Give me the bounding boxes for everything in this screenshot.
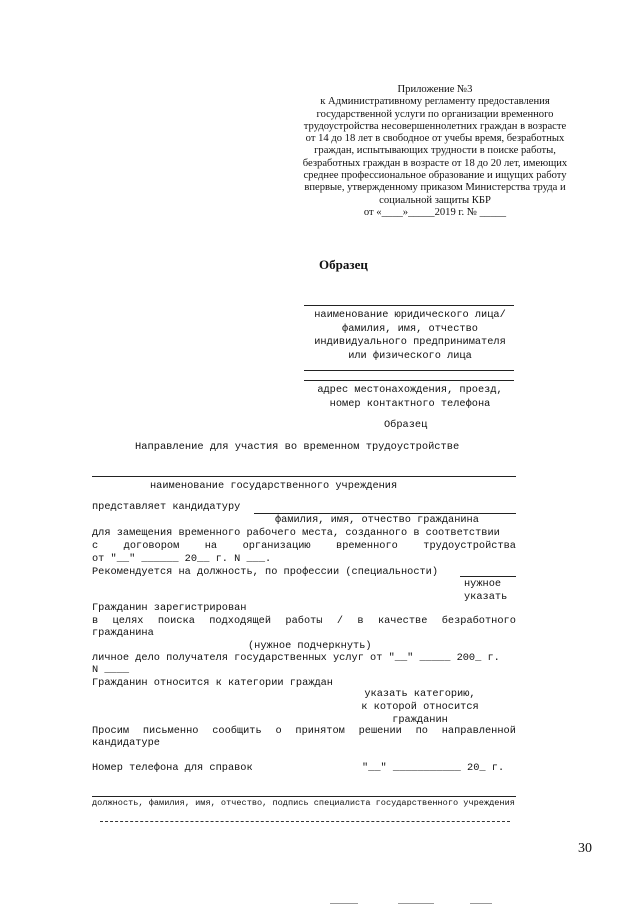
word: направленной <box>441 725 516 737</box>
word: поиска <box>157 615 195 627</box>
appendix-line: от 14 до 18 лет в свободное от учебы время, безработных <box>305 133 565 145</box>
form-sample-label: Образец <box>384 419 428 431</box>
word: безработного <box>441 615 516 627</box>
appendix-line: граждан, испытывающих трудности в поиске работы, <box>314 145 556 157</box>
citizen-word: гражданина <box>92 627 154 639</box>
appendix-line: социальной защиты КБР <box>379 194 491 206</box>
appendix-line: государственной услуги по организации временного <box>316 108 554 120</box>
word: трудоустройства <box>423 540 516 552</box>
scan-artifact <box>470 903 492 904</box>
category-caption <box>350 688 490 727</box>
underline-note: (нужное подчеркнуть) <box>248 640 372 652</box>
caption-line: или физического лица <box>348 349 472 362</box>
contract-date: от "__" ______ 20__ г. N ___. <box>92 553 272 565</box>
appendix-line: безработных граждан в возрасте от 18 до 20 лет, имеющих <box>302 157 568 169</box>
caption-line: адрес местонахождения, проезд, <box>317 384 503 396</box>
addressee-name-line <box>304 305 514 306</box>
caption-line: указать категорию, <box>364 688 476 700</box>
caption-line: наименование юридического лица/ <box>314 309 506 321</box>
institution-line <box>92 476 516 477</box>
word: работы <box>285 615 323 627</box>
contract-row <box>92 540 516 552</box>
request-row <box>92 725 516 737</box>
word: сообщить <box>212 725 262 737</box>
page-number: 30 <box>578 841 592 856</box>
word: в <box>357 615 364 627</box>
recommended-line: Рекомендуется на должность, по профессии (специальности) <box>92 566 439 578</box>
scan-artifact <box>330 903 358 904</box>
addressee-address-caption <box>300 383 520 411</box>
word: подходящей <box>209 615 272 627</box>
needed-caption-2: указать <box>464 591 508 603</box>
word: по <box>415 725 428 737</box>
word: принятом <box>295 725 345 737</box>
category-line: Гражданин относится к категории граждан <box>92 677 333 689</box>
appendix-line: Приложение №3 <box>397 84 473 95</box>
caption-line: номер контактного телефона <box>329 398 491 410</box>
addressee-name-caption <box>300 309 520 363</box>
word: в <box>92 615 99 627</box>
candidacy-line: кандидатуре <box>92 737 160 749</box>
signature-caption: должность, фамилия, имя, отчество, подпись специалиста государственного учреждения <box>92 798 515 808</box>
sample-title: Образец <box>319 257 368 272</box>
word: качестве <box>377 615 428 627</box>
word: целях <box>112 615 144 627</box>
word: / <box>336 615 344 627</box>
word: Просим <box>92 725 130 737</box>
needed-caption-1: нужное <box>464 578 502 590</box>
purpose-row <box>92 615 516 627</box>
appendix-line: от «____»_____2019 г. № _____ <box>363 206 507 218</box>
addressee-extra-line <box>304 370 514 371</box>
appendix-header <box>280 84 590 219</box>
caption-line: гражданин <box>392 714 448 726</box>
word: временного <box>336 540 398 552</box>
scan-artifact <box>398 903 434 904</box>
vacancy-line: для замещения временного рабочего места, созданного в соответствии <box>92 527 500 539</box>
appendix-line: впервые, утвержденному приказом Министерства труда и <box>304 182 566 194</box>
addressee-address-line <box>304 380 514 381</box>
phone-date: "__" ___________ 20_ г. <box>362 762 505 774</box>
caption-line: к которой относится <box>361 701 479 713</box>
citizen-caption: фамилия, имя, отчество гражданина <box>275 514 479 526</box>
word: организацию <box>242 540 311 552</box>
caption-line: фамилия, имя, отчество <box>342 322 478 335</box>
word: решении <box>358 725 402 737</box>
registered-line: Гражданин зарегистрирован <box>92 602 247 614</box>
phone-label: Номер телефона для справок <box>92 762 253 774</box>
caption-line: индивидуального предпринимателя <box>314 336 506 348</box>
form-heading: Направление для участия во временном трудоустройстве <box>135 441 460 453</box>
cut-line <box>100 821 510 822</box>
word: договором <box>123 540 180 552</box>
signature-line <box>92 796 516 797</box>
institution-caption: наименование государственного учреждения <box>150 480 398 492</box>
number-line: N ____ <box>92 664 130 676</box>
appendix-line: к Административному регламенту предоставления <box>320 96 550 108</box>
personal-file-line: личное дело получателя государственных услуг от "__" _____ 200_ г. <box>92 652 500 664</box>
profession-line <box>460 576 516 577</box>
word: о <box>275 725 282 737</box>
appendix-line: среднее профессиональное образование и ищущих работу <box>303 170 567 182</box>
word: письменно <box>142 725 199 737</box>
candidate-label: представляет кандидатуру <box>92 501 241 513</box>
word: с <box>92 540 99 552</box>
appendix-line: трудоустройства несовершеннолетних граждан в возрасте <box>303 120 567 132</box>
word: на <box>204 540 218 552</box>
